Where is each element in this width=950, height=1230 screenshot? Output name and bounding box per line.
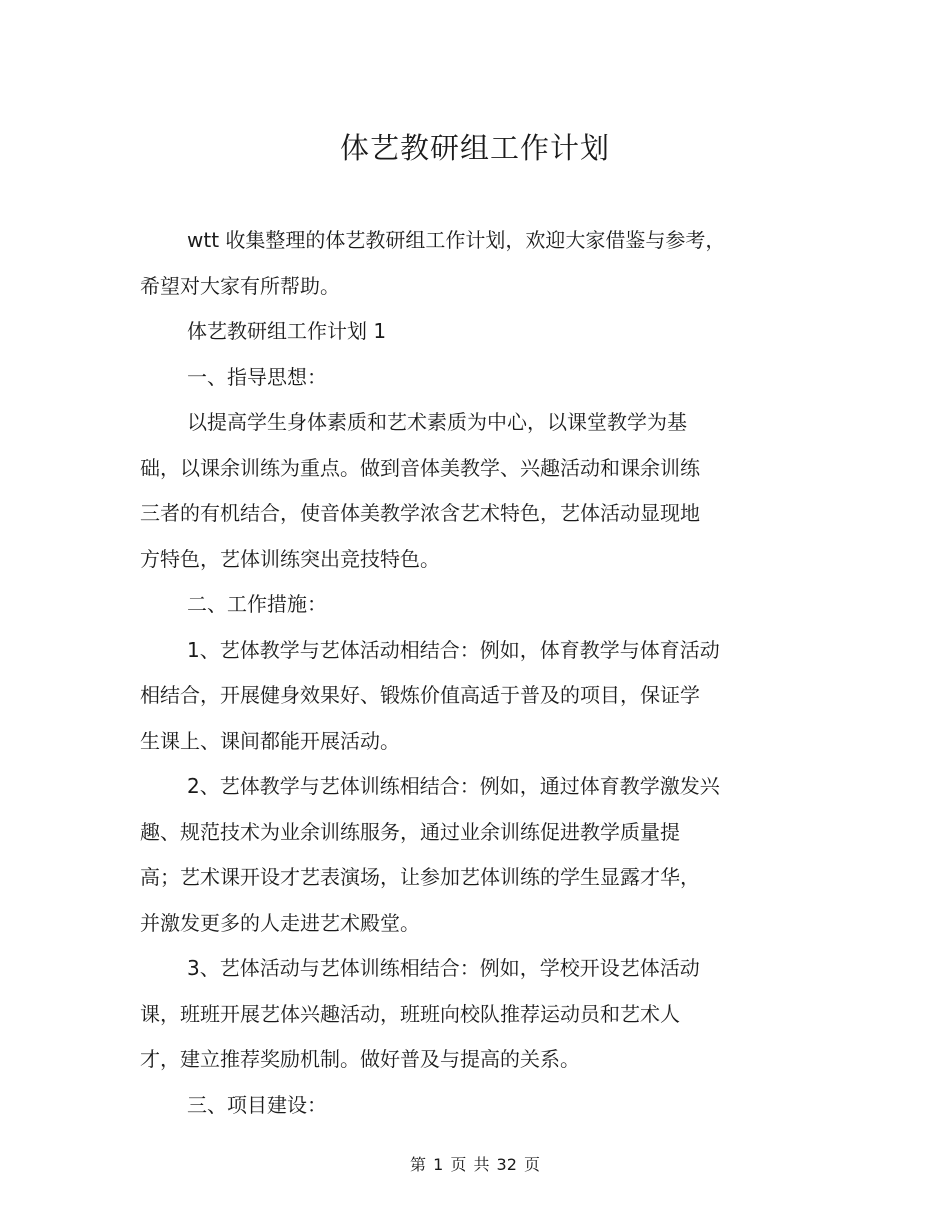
text-line: 并激发更多的人走进艺术殿堂。 [140, 910, 420, 935]
section-heading: 二、工作措施： [187, 592, 327, 616]
text-line: 3、艺体活动与艺体训练相结合：例如，学校开设艺体活动 [187, 956, 700, 980]
text-line: 1、艺体教学与艺体活动相结合：例如，体育教学与体育活动 [187, 637, 720, 662]
section-heading: 一、指导思想： [187, 364, 327, 389]
text-line: 才，建立推荐奖励机制。做好普及与提高的关系。 [140, 1047, 580, 1071]
page-title: 体艺教研组工作计划 [339, 131, 610, 165]
text-line: 生课上、课间都能开展活动。 [140, 728, 400, 753]
page-footer: 第 1 页 共 32 页 [410, 1155, 540, 1174]
text-line: 础，以课余训练为重点。做到音体美教学、兴趣活动和课余训练 [140, 455, 700, 480]
text-line: 相结合，开展健身效果好、锻炼价值高适于普及的项目，保证学 [140, 683, 700, 707]
text-line: wtt 收集整理的体艺教研组工作计划，欢迎大家借鉴与参考， [187, 228, 726, 252]
text-line: 2、艺体教学与艺体训练相结合：例如，通过体育教学激发兴 [187, 774, 720, 798]
text-line: 课，班班开展艺体兴趣活动，班班向校队推荐运动员和艺术人 [140, 1001, 680, 1026]
text-line: 方特色，艺体训练突出竞技特色。 [140, 546, 440, 571]
document-body [140, 218, 780, 1128]
text-line: 趣、规范技术为业余训练服务，通过业余训练促进教学质量提 [140, 819, 680, 844]
text-line: 希望对大家有所帮助。 [140, 273, 340, 298]
text-line: 高；艺术课开设才艺表演场，让参加艺体训练的学生显露才华， [140, 865, 700, 889]
text-line: 以提高学生身体素质和艺术素质为中心，以课堂教学为基 [187, 410, 687, 434]
text-line: 三者的有机结合，使音体美教学浓含艺术特色，艺体活动显现地 [140, 501, 700, 525]
section-heading: 体艺教研组工作计划 1 [187, 319, 387, 343]
section-heading: 三、项目建设： [187, 1092, 327, 1117]
